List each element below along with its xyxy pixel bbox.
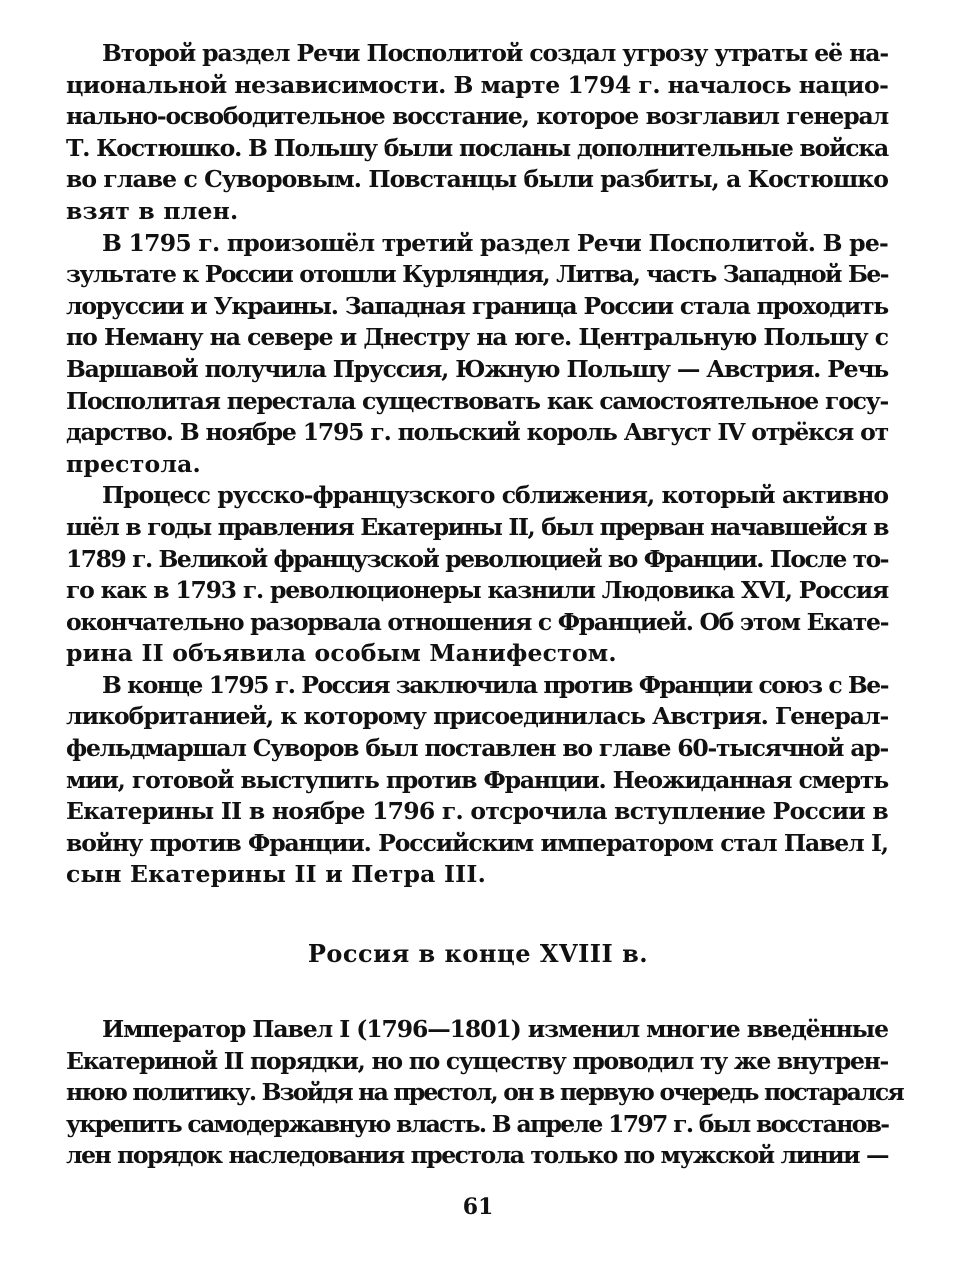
text-line: мии, готовой выступить против Франции. Неожиданная смерть: [66, 765, 888, 794]
text-line: престола.: [66, 449, 201, 478]
text-line: Т. Костюшко. В Польшу были посланы дополнительные войска: [66, 133, 888, 162]
text-line: взят в плен.: [66, 196, 239, 225]
text-line: нально-освободительное восстание, которое возглавил генерал: [66, 102, 888, 131]
text-line: шёл в годы правления Екатерины II, был прерван начавшейся в: [66, 512, 888, 541]
text-line: ликобританией, к которому присоединилась Австрия. Генерал-: [66, 702, 889, 731]
text-line: сын Екатерины II и Петра III.: [66, 860, 486, 889]
text-line: Екатериной II порядки, но по существу проводил ту же внутрен-: [66, 1046, 888, 1075]
text-line: по Неману на севере и Днестру на юге. Центральную Польшу с: [66, 323, 888, 352]
text-line: рина II объявила особым Манифестом.: [66, 639, 617, 668]
paragraph-5: [66, 1014, 903, 1172]
text-block-top: [66, 38, 888, 891]
text-line: фельдмаршал Суворов был поставлен во главе 60-тысячной ар-: [66, 734, 888, 763]
paragraph-4: [66, 670, 888, 891]
text-line: Посполитая перестала существовать как самостоятельное госу-: [66, 386, 888, 415]
section-title: Россия в конце XVIII в.: [307, 939, 649, 968]
text-line: окончательно разорвала отношения с Францией. Об этом Екате-: [66, 607, 889, 636]
text-line: Процесс русско-французского сближения, который активно: [102, 481, 888, 510]
text-line: лоруссии и Украины. Западная граница России стала проходить: [66, 291, 888, 320]
text-line: В конце 1795 г. Россия заключила против Франции союз с Ве-: [102, 670, 888, 699]
text-line: зультате к России отошли Курляндия, Литва, часть Западной Бе-: [66, 260, 888, 289]
text-line: го как в 1793 г. революционеры казнили Людовика XVI, Россия: [66, 576, 888, 605]
text-line: лен порядок наследования престола только по мужской линии —: [66, 1141, 888, 1170]
text-line: укрепить самодержавную власть. В апреле 1797 г. был восстанов-: [66, 1109, 889, 1138]
page-number: 61: [462, 1194, 494, 1220]
text-line: нюю политику. Взойдя на престол, он в первую очередь постарался: [66, 1078, 903, 1107]
paragraph-3: [66, 480, 888, 670]
text-block-bottom: [66, 1014, 903, 1172]
text-line: 1789 г. Великой французской революцией во Франции. После то-: [66, 544, 888, 573]
text-line: Второй раздел Речи Посполитой создал угрозу утраты её на-: [102, 39, 888, 67]
text-line: циональной независимости. В марте 1794 г. началось нацио-: [66, 70, 889, 99]
text-line: В 1795 г. произошёл третий раздел Речи Посполитой. В ре-: [102, 228, 889, 257]
text-line: во главе с Суворовым. Повстанцы были разбиты, а Костюшко: [66, 165, 888, 194]
text-line: войну против Франции. Российским императором стал Павел I,: [66, 828, 888, 857]
text-line: дарство. В ноябре 1795 г. польский король Август IV отрёкся от: [66, 418, 888, 447]
paragraph-1: [66, 38, 888, 228]
text-line: Император Павел I (1796—1801) изменил многие введённые: [102, 1015, 888, 1043]
text-line: Екатерины II в ноябре 1796 г. отсрочила вступление России в: [66, 797, 888, 826]
text-line: Варшавой получила Пруссия, Южную Польшу — Австрия. Речь: [66, 354, 888, 383]
paragraph-2: [66, 228, 888, 481]
